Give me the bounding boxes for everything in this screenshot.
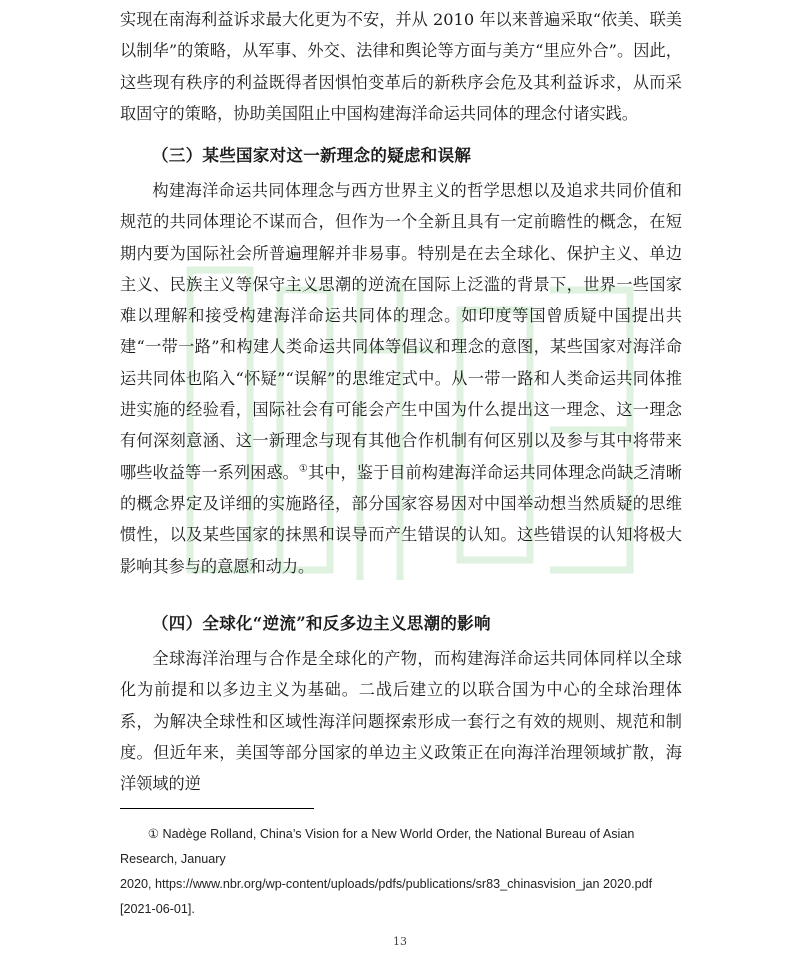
footnote-marker[interactable]: ①	[298, 463, 308, 475]
section-heading-4: （四）全球化“逆流”和反多边主义思潮的影响	[152, 614, 491, 633]
footnote-line-1: ① Nadège Rolland, China’s Vision for a New World Order, the National Bureau of Asian Research, January	[120, 827, 635, 866]
body-paragraph-2-tail: 其中，鉴于目前构建海洋命运共同体理念尚缺乏清晰的概念界定及详细的实施路径，部分国家容易因对中国举动想当然质疑的思维惯性，以及某些国家的抹黑和误导而产生错误的认知。这些错误的认知将极大影响其参与的意愿和动力。	[120, 462, 682, 576]
section-heading-3: （三）某些国家对这一新理念的疑虑和误解	[152, 146, 472, 165]
body-paragraph-2	[120, 175, 682, 582]
footnote-divider	[120, 808, 314, 809]
body-paragraph-1: 实现在南海利益诉求最大化更为不安，并从 2010 年以来普遍采取“依美、联美以制华”的策略，从军事、外交、法律和舆论等方面与美方“里应外合”。因此，这些现有秩序的利益既得者因惧怕变革后的新秩序会危及其利益诉求，从而采取固守的策略，协助美国阻止中国构建海洋命运共同体的理念付诸实践。	[120, 10, 682, 123]
page-number: 13	[393, 935, 407, 948]
body-paragraph-2-main: 构建海洋命运共同体理念与西方世界主义的哲学思想以及追求共同价值和规范的共同体理论不谋而合，但作为一个全新且具有一定前瞻性的概念，在短期内要为国际社会所普遍理解并非易事。特别是在去全球化、保护主义、单边主义、民族主义等保守主义思潮的逆流在国际上泛滥的背景下，世界一些国家难以理解和接受构建海洋命运共同体的理念。如印度等国曾质疑中国提出共建“一带一路”和构建人类命运共同体等倡议和理念的意图，某些国家对海洋命运共同体也陷入“怀疑”“误解”的思维定式中。从一带一路和人类命运共同体推进实施的经验看，国际社会有可能会产生中国为什么提出这一理念、这一理念有何深刻意涵、这一新理念与现有其他合作机制有何区别以及参与其中将带来哪些收益等一系列困惑。	[120, 181, 682, 482]
body-paragraph-3: 全球海洋治理与合作是全球化的产物，而构建海洋命运共同体同样以全球化为前提和以多边主义为基础。二战后建立的以联合国为中心的全球治理体系，为解决全球性和区域性海洋问题探索形成一套行之有效的规则、规范和制度。但近年来，美国等部分国家的单边主义政策正在向海洋治理领域扩散，海洋领域的逆	[120, 649, 682, 794]
footnote-line-2: 2020, https://www.nbr.org/wp-content/uploads/pdfs/publications/sr83_chinasvision_jan 2020.pdf [2021-06-01].	[120, 877, 653, 916]
